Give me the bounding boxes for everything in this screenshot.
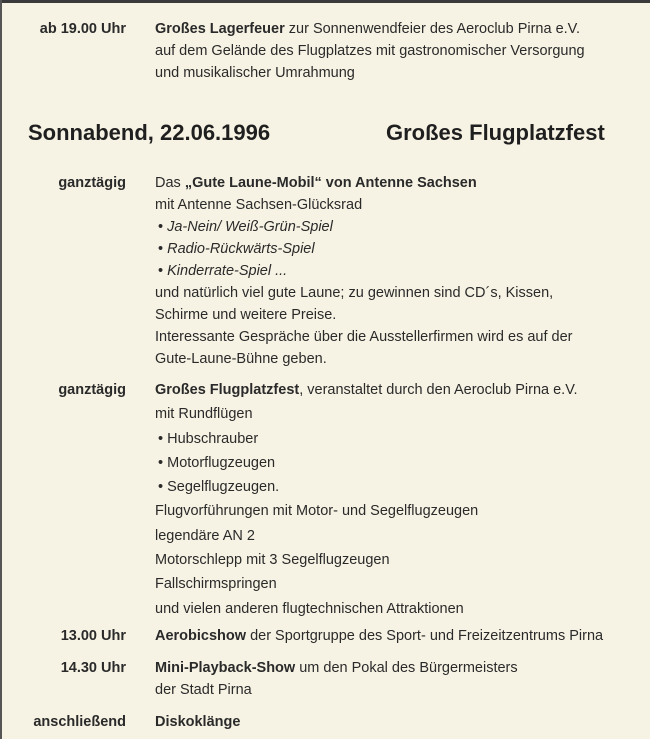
event-title: Mini-Playback-Show <box>155 660 296 676</box>
event-text: und musikalischer Umrahmung <box>155 65 355 81</box>
event-text: Interessante Gespräche über die Ausstellerfirmen wird es auf der <box>155 329 573 345</box>
event-title: Großes Lagerfeuer <box>155 21 285 37</box>
event-title: Großes Flugplatzfest <box>155 382 300 398</box>
list-item: • Kinderrate-Spiel ... <box>158 263 288 279</box>
event-time: 13.00 Uhr <box>60 628 126 644</box>
event-text: Gute-Laune-Bühne geben. <box>155 351 327 367</box>
event-text: Motorschlepp mit 3 Segelflugzeugen <box>155 552 390 569</box>
list-item: • Radio-Rückwärts-Spiel <box>158 241 315 257</box>
event-text: um den Pokal des Bürgermeisters <box>295 660 518 676</box>
day-heading <box>28 120 628 146</box>
event-title: Aerobicshow <box>155 628 247 644</box>
event-text: Das <box>155 175 185 191</box>
event-text: legendäre AN 2 <box>155 527 255 544</box>
event-text: zur Sonnenwendfeier des Aeroclub Pirna e.V. <box>284 21 581 37</box>
event-time: ganztägig <box>58 175 126 191</box>
event-text: , veranstaltet durch den Aeroclub Pirna e.V. <box>299 382 578 398</box>
day-event-title: Großes Flugplatzfest <box>386 120 605 145</box>
event-text: Fallschirmspringen <box>155 576 277 593</box>
event-text: mit Rundflügen <box>155 406 253 423</box>
event-text: und natürlich viel gute Laune; zu gewinnen sind CD´s, Kissen, <box>155 285 554 301</box>
event-text: Schirme und weitere Preise. <box>155 307 337 323</box>
event-time: anschließend <box>33 714 126 730</box>
event-text: der Stadt Pirna <box>155 682 252 698</box>
list-item: • Hubschrauber <box>158 430 259 447</box>
list-item: • Segelflugzeugen. <box>158 479 280 496</box>
event-text: und vielen anderen flugtechnischen Attraktionen <box>155 600 464 617</box>
list-item: • Motorflugzeugen <box>158 454 276 471</box>
day-date: Sonnabend, 22.06.1996 <box>28 120 271 145</box>
event-text: der Sportgruppe des Sport- und Freizeitzentrums Pirna <box>246 628 604 644</box>
event-text: Flugvorführungen mit Motor- und Segelflugzeugen <box>155 503 479 520</box>
list-item: • Ja-Nein/ Weiß-Grün-Spiel <box>158 219 333 235</box>
event-time: ab 19.00 Uhr <box>39 21 126 37</box>
event-text: mit Antenne Sachsen-Glücksrad <box>155 197 363 213</box>
event-title: Diskoklänge <box>155 714 241 730</box>
event-text: auf dem Gelände des Flugplatzes mit gastronomischer Versorgung <box>155 43 585 59</box>
scan-top-border <box>0 0 650 3</box>
scan-left-border <box>0 0 2 739</box>
event-time: ganztägig <box>58 382 126 398</box>
event-title: „Gute Laune-Mobil“ von Antenne Sachsen <box>184 175 477 191</box>
event-time: 14.30 Uhr <box>60 660 126 676</box>
